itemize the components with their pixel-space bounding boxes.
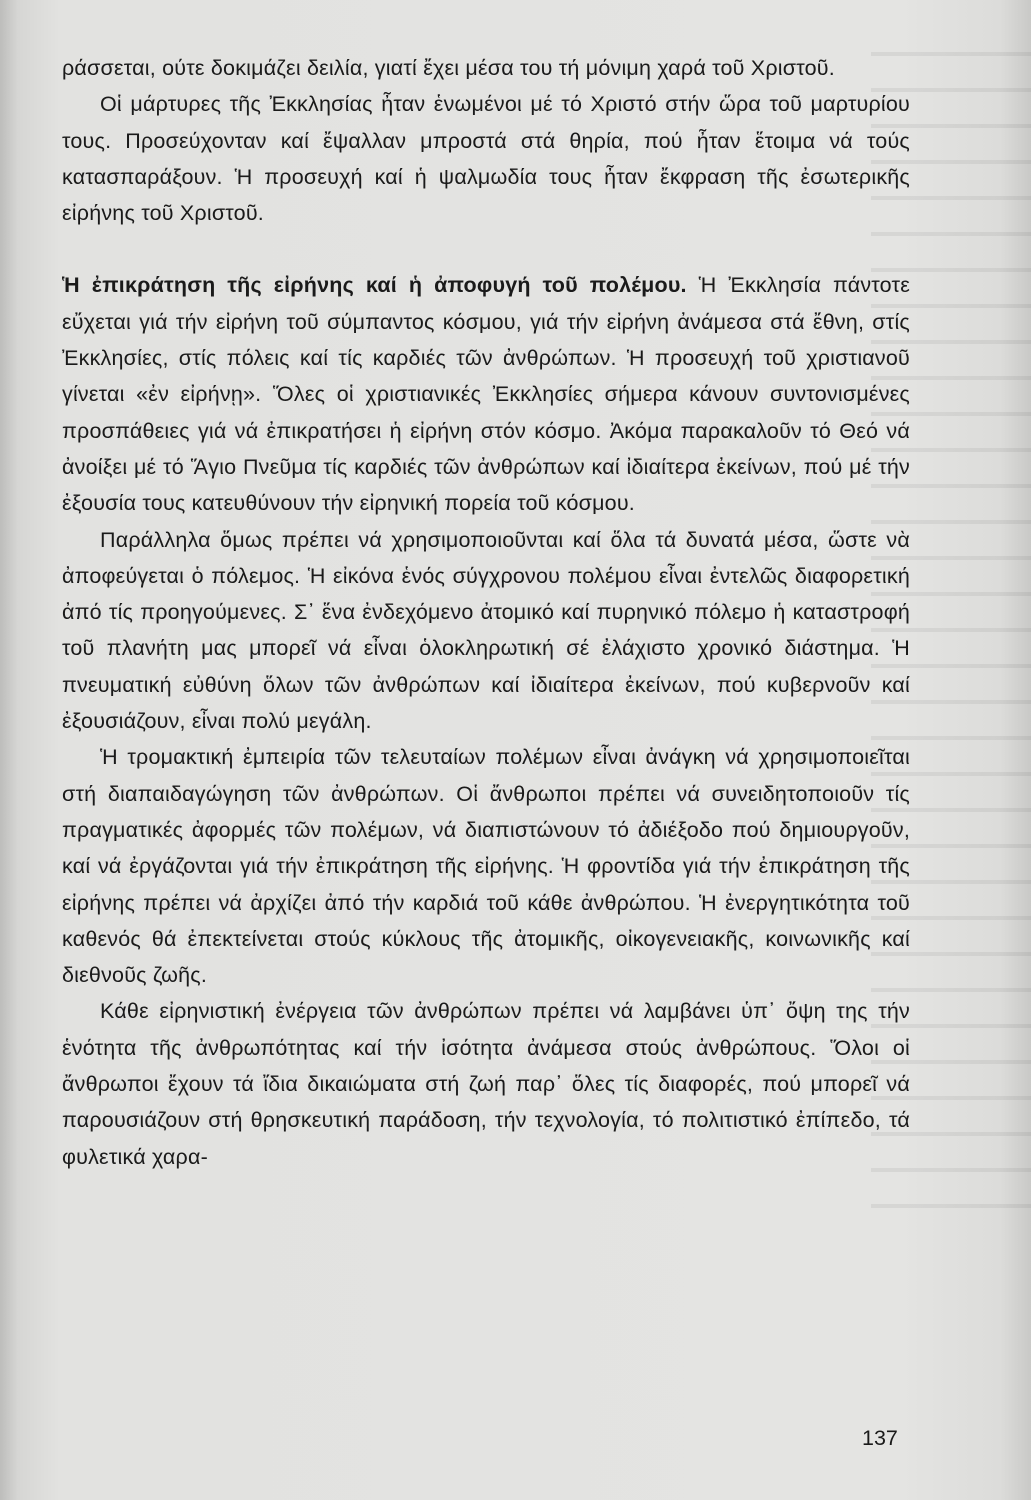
paragraph-peace-section — [62, 267, 910, 521]
body-text — [62, 50, 910, 1175]
paragraph-continuation: ράσσεται, ούτε δοκιμάζει δειλία, γιατί ἔχει μέσα του τή μόνιμη χαρά τοῦ Χριστοῦ. — [62, 56, 835, 80]
paragraph-martyrs: Οἱ μάρτυρες τῆς Ἐκκλησίας ἦταν ἑνωμένοι μέ τό Χριστό στήν ὥρα τοῦ μαρτυρίου τους. Προσεύχονταν καί ἔψαλλαν μπροστά στά θηρία, πού ἦταν ἕτοιμα νά τούς κατασπαράξουν. Ἡ προσευχή καί ἡ ψαλμωδία τους ἦταν ἔκφραση τῆς ἐσωτερικῆς εἰρήνης τοῦ Χριστοῦ. — [62, 92, 910, 226]
paragraph-avoid-war: Παράλληλα ὅμως πρέπει νά χρησιμοποιοῦνται καί ὅλα τά δυνατά μέσα, ὥστε νὰ ἀποφεύγεται ὁ πόλεμος. Ἡ εἰκόνα ἑνός σύγχρονου πολέμου εἶναι ἐντελῶς διαφορετική ἀπό τίς προηγούμενες. Σ᾽ ἕνα ἐνδεχόμενο ἀτομικό καί πυρηνικό πόλεμο ἡ καταστροφή τοῦ πλανήτη μας μπορεῖ νά εἶναι ὁλοκληρωτική σέ ἐλάχιστο χρονικό διάστημα. Ἡ πνευματική εὐθύνη ὅλων τῶν ἀνθρώπων καί ἰδιαίτερα ἐκείνων, πού κυβερνοῦν καί ἐξουσιάζουν, εἶναι πολύ μεγάλη. — [62, 527, 910, 734]
paragraph-experience-of-wars: Ἡ τρομακτική ἐμπειρία τῶν τελευταίων πολέμων εἶναι ἀνάγκη νά χρησιμοποιεῖται στή διαπαιδαγώγηση τῶν ἀνθρώπων. Οἱ ἄνθρωποι πρέπει νά συνειδητοποιοῦν τίς πραγματικές ἀφορμές τῶν πολέμων, νά διαπιστώνουν τό ἀδιέξοδο πού δημιουργοῦν, καί νά ἐργάζονται γιά τήν ἐπικράτηση τῆς εἰρήνης. Ἡ φροντίδα γιά τήν ἐπικράτηση τῆς εἰρήνης πρέπει νά ἀρχίζει ἀπό τήν καρδιά τοῦ κάθε ἀνθρώπου. Ἡ ἐνεργητικότητα τοῦ καθενός θά ἐπεκτείνεται στούς κύκλους τῆς ἀτομικῆς, οἰκογενειακῆς, κοινωνικῆς καί διεθνοῦς ζωῆς. — [62, 745, 910, 988]
section-heading: Ἡ ἐπικράτηση τῆς εἰρήνης καί ἡ ἀποφυγή τοῦ πολέμου. — [62, 273, 687, 298]
paragraph-equality: Κάθε εἰρηνιστική ἐνέργεια τῶν ἀνθρώπων πρέπει νά λαμβάνει ὑπ᾽ ὄψη της τήν ἑνότητα τῆς ἀνθρωπότητας καί τήν ἰσότητα ἀνάμεσα στούς ἀνθρώπους. Ὅλοι οἱ ἄνθρωποι ἔχουν τά ἴδια δικαιώματα στή ζωή παρ᾽ ὅλες τίς διαφορές, πού μπορεῖ νά παρουσιάζουν στή θρησκευτική παράδοση, τήν τεχνολογία, τό πολιτιστικό ἐπίπεδο, τά φυλετικά χαρα- — [62, 999, 910, 1169]
section-body-text: Ἡ Ἐκκλησία πάντοτε εὔχεται γιά τήν εἰρήνη τοῦ σύμπαντος κόσμου, γιά τήν εἰρήνη ἀνάμεσα στά ἔθνη, στίς Ἐκκλησίες, στίς πόλεις καί τίς καρδιές τῶν ἀνθρώπων. Ἡ προσευχή τοῦ χριστιανοῦ γίνεται «ἐν εἰρήνῃ». Ὅλες οἱ χριστιανικές Ἐκκλησίες σήμερα κάνουν συντονισμένες προσπάθειες γιά νά ἐπικρατήσει ἡ εἰρήνη στόν κόσμο. Ἀκόμα παρακαλοῦν τό Θεό νά ἀνοίξει μέ τό Ἅγιο Πνεῦμα τίς καρδιές τῶν ἀνθρώπων καί ἰδιαίτερα ἐκείνων, πού μέ τήν ἐξουσία τους κατευθύνουν τήν εἰρηνική πορεία τοῦ κόσμου. — [62, 273, 910, 516]
page-number: 137 — [862, 1426, 898, 1450]
